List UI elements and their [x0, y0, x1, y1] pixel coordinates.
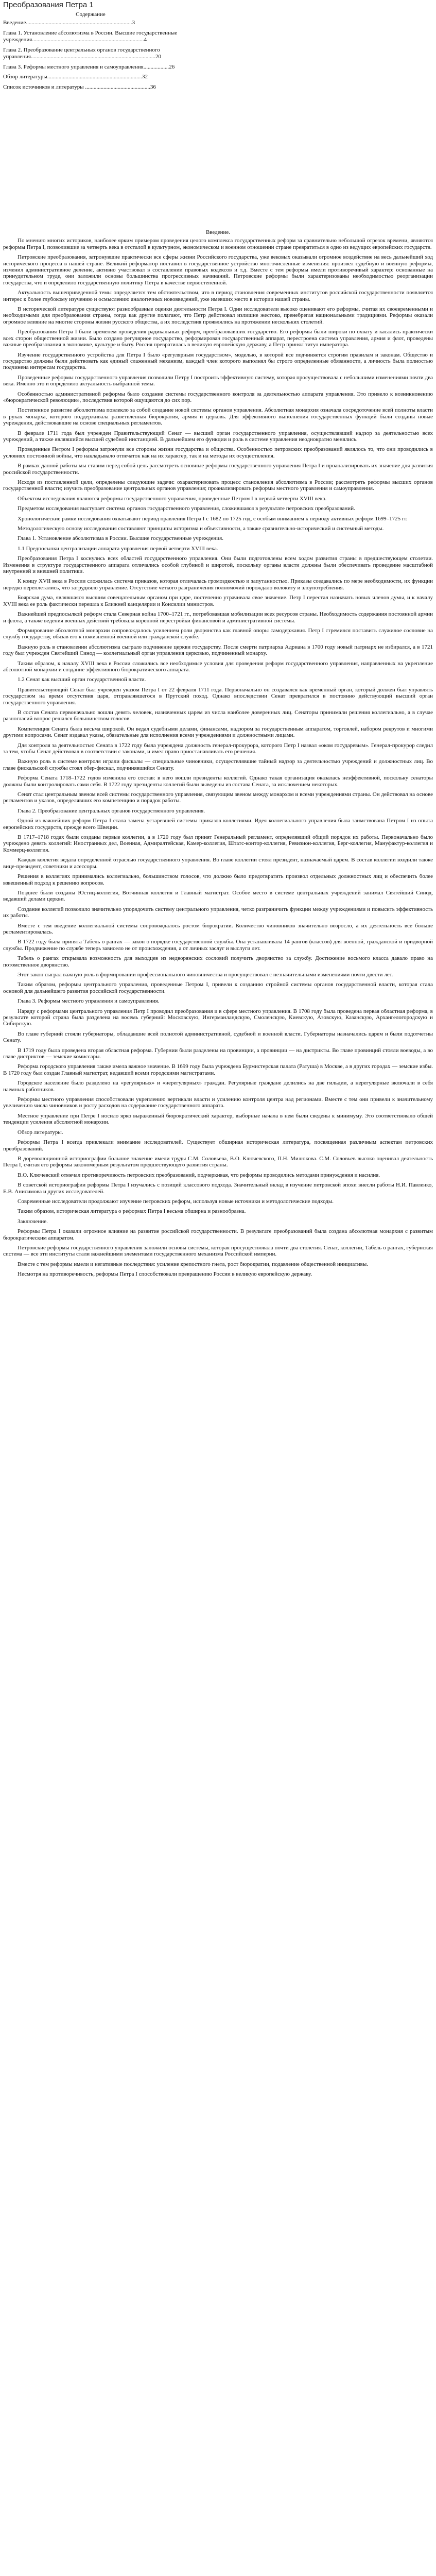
body-paragraph: Реформы местного управления способствовали укреплению вертикали власти и усилению контроля центра над регионами. Вместе с тем они привели к значительному увеличению числа чиновников и росту расходов на содержание государственного аппарата.: [3, 1096, 433, 1109]
body-paragraph: Петровские реформы государственного управления заложили основы системы, которая просуществовала почти два столетия. Сенат, коллегии, Табель о рангах, губернская система — все эти институты стали важнейшими элементами государственного механизма Российской империи.: [3, 1244, 433, 1258]
body-paragraph: По мнению многих историков, наиболее ярким примером проведения целого комплекса государственных реформ за сравнительно небольшой отрезок времени, являются реформы Петра I, позволившие за четверть века в отсталой в культурном, экономическом и военном отношении стране превратиться в одно из ведущих европейских государств.: [3, 238, 433, 250]
body-paragraph: Несмотря на противоречивость, реформы Петра I способствовали превращению России в великую европейскую державу.: [18, 1271, 312, 1278]
body-paragraph: Важнейшей предпосылкой реформ стала Северная война 1700–1721 гг., потребовавшая мобилизации всех ресурсов страны. Необходимость содержания постоянной армии и флота, а также ведения военных действий требовала коренной перестройки финансовой и административной системы.: [3, 611, 433, 624]
body-paragraph: Обзор литературы.: [18, 1129, 63, 1136]
body-paragraph: Этот закон сыграл важную роль в формировании профессионального чиновничества и просуществовал с незначительными изменениями почти двести лет.: [18, 971, 393, 978]
body-paragraph: Позднее были созданы Юстиц-коллегия, Вотчинная коллегия и Главный магистрат. Особое место в системе центральных учреждений занимал Святейший Синод, ведавший делами церкви.: [3, 889, 433, 903]
body-paragraph: В рамках данной работы мы ставим перед собой цель рассмотреть основные реформы государственного управления Петра I и проанализировать их значение для развития российской государственности.: [3, 463, 433, 476]
body-paragraph: Решения в коллегиях принимались коллегиально, большинством голосов, что должно было предотвратить произвол отдельных должностных лиц и обеспечить более взвешенный подход к решению вопросов.: [3, 873, 433, 886]
body-paragraph: Важную роль в становлении абсолютизма сыграло подчинение церкви государству. После смерти патриарха Адриана в 1700 году новый патриарх не избирался, а в 1721 году был учрежден Святейший Синод — коллегиальный орган управления церковью, подчиненный монарху.: [3, 643, 433, 657]
toc-item: Глава 1. Установление абсолютизма в России. Высшие государственные учреждения...............................................................................4: [3, 29, 178, 43]
body-paragraph: Реформы Петра I оказали огромное влияние на развитие российской государственности. В результате преобразований была создана абсолютная монархия с развитым бюрократическим аппаратом.: [3, 1228, 433, 1241]
body-paragraph: Реформа Сената 1718–1722 годов изменила его состав: в него вошли президенты коллегий. Однако такая организация оказалась неэффективной, поскольку сенаторы должны были контролировать сами себя. В 1722 году президенты коллегий были выведены из состава Сената, за исключением некоторых.: [3, 775, 433, 788]
toc-item: Глава 2. Преобразование центральных органов государственного управления........................................................................................20: [3, 46, 162, 60]
toc-item: Введение...........................................................................3: [3, 20, 135, 26]
toc-item: Глава 3. Реформы местного управления и самоуправления..................26: [3, 63, 175, 70]
paragraph-list: [3, 238, 433, 1277]
body-paragraph: Компетенция Сената была весьма широкой. Он ведал судебными делами, финансами, надзором за государственным аппаратом, торговлей, набором рекрутов и многими другими вопросами. Сенат издавал указы, обязательные для исполнения всеми учреждениями и должностными лицами.: [3, 725, 433, 739]
body-paragraph: Объектом исследования являются реформы государственного управления, проведенные Петром I в первой четверти XVIII века.: [18, 495, 327, 502]
body-paragraph: Создание коллегий позволило значительно упорядочить систему центрального управления, четко разграничить функции между учреждениями и повысить эффективность их работы.: [3, 906, 433, 919]
body-paragraph: Важную роль в системе контроля играли фискалы — специальные чиновники, осуществлявшие тайный надзор за деятельностью учреждений и должностных лиц. Во главе фискальской службы стоял обер-фискал, подчинявшийся Сенату.: [3, 758, 433, 771]
body-paragraph: Во главе губерний стояли губернаторы, обладавшие всей полнотой административной, судебной и военной власти. Губернаторы назначались царем и были подотчетны Сенату.: [3, 1030, 433, 1044]
body-paragraph: Петровские преобразования, затронувшие практически все сферы жизни Российского государства, уже вековых оказывали огромное воздействие на весь дальнейший ход исторического процесса в нашей стране. Великий реформатор поставил в государственное устройство многочисленные изменения: произвел судебную и военную реформы, изменил административное деление, активно участвовал в составлении правовых кодексов и т.д. Вместе с тем реформы имели противоречивый характер: основанные на принудительном труде, они заложили основы большинства прогрессивных начинаний. Петровские реформы были характеризованы необходимостью реорганизации государства, что и определило государственную политику Петра в качестве первостепенной.: [3, 254, 433, 286]
body-paragraph: Глава 3. Реформы местного управления и самоуправления.: [18, 998, 160, 1005]
body-paragraph: Хронологические рамки исследования охватывают период правления Петра I с 1682 по 1725 год, с особым вниманием к периоду активных реформ 1699–1725 гг.: [18, 515, 408, 522]
body-paragraph: Таким образом, историческая литература о реформах Петра I весьма обширна и разнообразна.: [18, 1208, 246, 1215]
body-paragraph: В 1722 году была принята Табель о рангах — закон о порядке государственной службы. Она устанавливала 14 рангов (классов) для военной, гражданской и придворной службы. Продвижение по службе теперь зависело не от происхождения, а от личных заслуг и выслуги лет.: [3, 939, 433, 952]
body-paragraph: 1.2 Сенат как высший орган государственной власти.: [18, 676, 146, 683]
body-paragraph: Заключение.: [18, 1218, 48, 1225]
body-paragraph: 1.1 Предпосылки централизации аппарата управления первой четверти XVIII века.: [18, 545, 218, 552]
body-paragraph: Местное управление при Петре I носило ярко выраженный бюрократический характер, выборные начала в нем были сведены к минимуму. Это соответствовало общей тенденции усиления абсолютной монархии.: [3, 1112, 433, 1126]
body-paragraph: Вместе с тем введение коллегиальной системы сопровождалось ростом бюрократии. Количество чиновников значительно возросло, а их деятельность все больше регламентировалась.: [3, 922, 433, 935]
body-paragraph: Проведенные реформы государственного управления позволили Петру I построить эффективную систему, которая просуществовала с небольшими изменениями почти два века. Именно это и определило актуальность выбранной темы.: [3, 374, 433, 387]
body-paragraph: Таким образом, к началу XVIII века в России сложились все необходимые условия для проведения реформ государственного управления, направленных на укрепление абсолютной монархии и создание эффективного бюрократического аппарата.: [3, 660, 433, 673]
body-paragraph: Реформы Петра I всегда привлекали внимание исследователей. Существует обширная историческая литература, посвященная различным аспектам петровских преобразований.: [3, 1139, 433, 1152]
body-paragraph: Особенностью административной реформы было создание системы государственного контроля за деятельностью аппарата управления. Это привело к возникновению «бюрократической революции», последствия которой ощущаются до сих пор.: [3, 391, 433, 403]
body-paragraph: Предметом исследования выступает система органов государственного управления, сложившаяся в результате петровских преобразований.: [18, 505, 355, 512]
body-paragraph: Реформа городского управления также имела важное значение. В 1699 году была учреждена Бурмистерская палата (Ратуша) в Москве, а в других городах — земские избы. В 1720 году был создан Главный магистрат, ведавший всеми городскими магистратами.: [3, 1063, 433, 1076]
body-paragraph: Наряду с реформами центрального управления Петр I проводил преобразования и в сфере местного управления. В 1708 году была проведена первая областная реформа, в результате которой страна была разделена на восемь губерний: Московскую, Ингерманландскую, Смоленскую, Киевскую, Азовскую, Казанскую, Архангелогородскую и Сибирскую.: [3, 1008, 433, 1027]
body-paragraph: В 1717–1718 годах были созданы первые коллегии, а в 1720 году был принят Генеральный регламент, определявший общий порядок их работы. Первоначально было учреждено девять коллегий: Иностранных дел, Военная, Адмиралтейская, Камер-коллегия, Штатс-контор-коллегия, Ревизион-коллегия, Берг-коллегия, Мануфактур-коллегия и Коммерц-коллегия.: [3, 834, 433, 853]
body-paragraph: Изучение государственного устройства для Петра I было «регулярным государством», моделью, в которой все подчиняется строгим правилам и законам. Общество и государство должны были действовать как единый слаженный механизм, каждый член которого выполнял бы строго определенные обязанности, а личность была полностью подчинена интересам государства.: [3, 351, 433, 371]
document-body: [3, 229, 433, 1281]
body-paragraph: Актуальность вышеприведенной темы определяется тем обстоятельством, что в период становления современных институтов российской государственности появляется интерес к более глубокому изучению и осмыслению аналогичных нововведений, уже имевших место в истории нашей страны.: [3, 290, 433, 302]
body-paragraph: Правительствующий Сенат был учрежден указом Петра I от 22 февраля 1711 года. Первоначально он создавался как временный орган, который должен был управлять государством на время отсутствия царя, отправлявшегося в Прутский поход. Однако впоследствии Сенат превратился в постоянно действующий высший орган государственного управления.: [3, 686, 433, 706]
body-paragraph: Преобразования Петра I коснулись всех областей государственного управления. Они были подготовлены всем ходом развития страны в предшествующем столетии. Изменения в структуре государственного аппарата отличались особой глубиной и широтой, поскольку органы власти должны были обеспечивать проведение масштабной внутренней и внешней политики.: [3, 555, 433, 575]
toc-item: Обзор литературы...................................................................32: [3, 74, 148, 80]
toc-heading: Содержание: [76, 11, 106, 18]
intro-heading: Введение.: [205, 229, 231, 235]
body-paragraph: Преобразования Петра I были временем проведения радикальных реформ, преобразовавших государство. Его реформы были широки по охвату и касались практически всех сторон общественной жизни. Было создано регулярное государство, реформирован государственный аппарат, перестроена система управления, армия и флот, проведены важные преобразования в экономике, культуре и быту. Россия превратилась в великую европейскую державу, а Петр принял титул императора.: [3, 329, 433, 348]
body-paragraph: Для контроля за деятельностью Сената в 1722 году была учреждена должность генерал-прокурора, которого Петр I назвал «оком государевым». Генерал-прокурор следил за тем, чтобы Сенат действовал в соответствии с законами, и имел право приостанавливать его решения.: [3, 742, 433, 755]
body-paragraph: К концу XVII века в России сложилась система приказов, которая отличалась громоздкостью и запутанностью. Приказы создавались по мере необходимости, их функции нередко переплетались, что затрудняло управление. Отсутствие четкого разграничения полномочий порождало волокиту и злоупотребления.: [3, 578, 433, 591]
body-paragraph: Глава 2. Преобразование центральных органов государственного управления.: [18, 807, 205, 814]
body-paragraph: Одной из важнейших реформ Петра I стала замена устаревшей системы приказов коллегиями. Идея коллегиального управления была заимствована Петром I из опыта европейских государств, прежде всего Швеции.: [3, 818, 433, 831]
body-paragraph: Глава 1. Установление абсолютизма в России. Высшие государственные учреждения.: [18, 535, 223, 542]
body-paragraph: Постепенное развитие абсолютизма повлекло за собой создание новой системы органов управления. Абсолютная монархия означала сосредоточение всей полноты власти в руках монарха, которого поддерживала разветвленная бюрократия, армия и церковь. Для эффективного выполнения государственных функций были созданы новые учреждения, действовавшие на основе специальных регламентов.: [3, 407, 433, 427]
body-paragraph: Вместе с тем реформы имели и негативные последствия: усиление крепостного гнета, рост бюрократии, подавление общественной инициативы.: [18, 1261, 368, 1267]
body-paragraph: В исторической литературе существуют разнообразные оценки деятельности Петра I. Одни исследователи высоко оценивают его реформы, считая их своевременными и необходимыми для преобразования страны, тогда как другие полагают, что Петр действовал излишне жестоко, пренебрегая национальными традициями. Реформы оказали огромное влияние на многие стороны жизни русского общества, а их последствия проявлялись на протяжении нескольких столетий.: [3, 306, 433, 325]
body-paragraph: Таким образом, реформы центрального управления, проведенные Петром I, привели к созданию стройной системы органов государственной власти, которая стала основой для дальнейшего развития российской государственности.: [3, 981, 433, 994]
body-paragraph: В феврале 1711 года был учрежден Правительствующий Сенат — высший орган государственного управления, осуществлявший надзор за деятельностью всех учреждений, а также являвшийся высшей судебной инстанцией. В дальнейшем его функции и роль в системе управления неоднократно менялись.: [3, 430, 433, 443]
body-paragraph: Сенат стал центральным звеном всей системы государственного управления, связующим звеном между монархом и всеми учреждениями страны. Он действовал на основе регламентов и указов, определявших его компетенцию и порядок работы.: [3, 791, 433, 804]
body-paragraph: Формирование абсолютной монархии сопровождалось усилением роли дворянства как главной опоры самодержавия. Петр I стремился поставить служилое сословие на службу государству, обязав его к пожизненной военной или гражданской службе.: [3, 627, 433, 640]
body-paragraph: Каждая коллегия ведала определенной отраслью государственного управления. Во главе коллегии стоял президент, назначаемый царем. В состав коллегии входили также вице-президент, советники и асессоры.: [3, 857, 433, 870]
body-paragraph: Боярская дума, являвшаяся высшим совещательным органом при царе, постепенно утрачивала свое значение. Петр I перестал назначать новых членов думы, и к началу XVIII века ее роль фактически перешла к Ближней канцелярии и Консилии министров.: [3, 595, 433, 607]
body-paragraph: Исходя из поставленной цели, определены следующие задачи: охарактеризовать процесс становления абсолютизма в России; рассмотреть реформы высших органов государственной власти; изучить преобразование центральных органов управления; проанализировать реформы местного управления и самоуправления.: [3, 479, 433, 492]
body-paragraph: Городское население было разделено на «регулярных» и «нерегулярных» граждан. Регулярные граждане делились на две гильдии, а нерегулярные включали в себя наемных работников.: [3, 1080, 433, 1093]
body-paragraph: В 1719 году была проведена вторая областная реформа. Губернии были разделены на провинции, а провинции — на дистрикты. Во главе провинций стояли воеводы, а во главе дистриктов — земские комиссары.: [3, 1047, 433, 1060]
body-paragraph: Проведенные Петром I реформы затронули все стороны жизни государства и общества. Особенностью петровских преобразований являлось то, что они проводились в условиях постоянной войны, что накладывало отпечаток как на их характер, так и на методы их осуществления.: [3, 446, 433, 459]
body-paragraph: В дореволюционной историографии большое значение имели труды С.М. Соловьева, В.О. Ключевского, П.Н. Милюкова. С.М. Соловьев высоко оценивал деятельность Петра I, считая его реформы закономерным результатом предшествующего развития страны.: [3, 1155, 433, 1168]
body-paragraph: Современные исследователи продолжают изучение петровских реформ, используя новые источники и методологические подходы.: [18, 1198, 334, 1205]
body-paragraph: В советской историографии реформы Петра I изучались с позиций классового подхода. Значительный вклад в изучение петровской эпохи внесли работы Н.И. Павленко, Е.В. Анисимова и других исследователей.: [3, 1182, 433, 1195]
page-title: Преобразования Петра 1: [3, 1, 94, 9]
table-of-contents: [3, 10, 178, 94]
body-paragraph: В.О. Ключевский отмечал противоречивость петровских преобразований, подчеркивая, что реформы проводились методами принуждения и насилия.: [18, 1172, 380, 1178]
body-paragraph: Табель о рангах открывала возможность для выходцев из недворянских сословий получить дворянство за службу. Достижение восьмого класса давало право на потомственное дворянство.: [3, 955, 433, 968]
body-paragraph: В состав Сената первоначально вошли девять человек, назначенных царем из числа наиболее доверенных лиц. Сенаторы принимали решения коллегиально, а в случае разногласий вопрос решался большинством голосов.: [3, 709, 433, 722]
toc-item: Список источников и литературы ..............................................36: [3, 83, 156, 90]
body-paragraph: Методологическую основу исследования составляют принципы историзма и объективности, а также сравнительно-исторический и системный методы.: [18, 526, 384, 532]
